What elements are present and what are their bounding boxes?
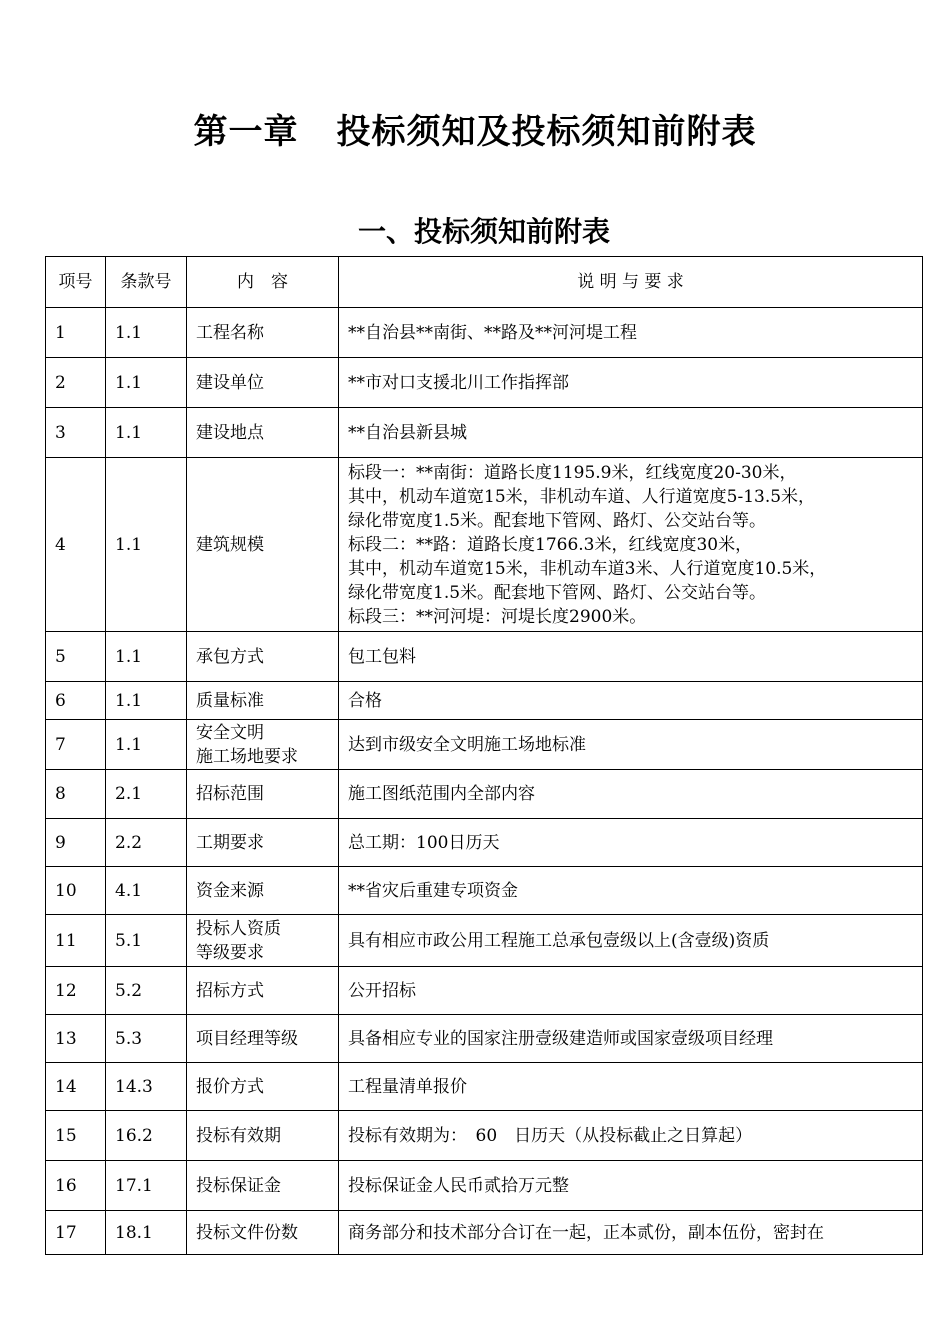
header-content: 内 容 xyxy=(187,257,339,308)
cell-content: 具备相应专业的国家注册壹级建造师或国家壹级项目经理 xyxy=(339,1015,923,1063)
table-row xyxy=(46,770,923,819)
cell-item: 项目经理等级 xyxy=(187,1015,339,1063)
table-row xyxy=(46,819,923,867)
cell-item-no: 17 xyxy=(46,1211,106,1255)
cell-clause-no: 5.1 xyxy=(106,915,187,967)
table-row xyxy=(46,720,923,770)
cell-item: 建筑规模 xyxy=(187,458,339,632)
cell-clause-no: 1.1 xyxy=(106,682,187,720)
header-description: 说 明 与 要 求 xyxy=(339,257,923,308)
cell-item: 投标保证金 xyxy=(187,1161,339,1211)
cell-clause-no: 1.1 xyxy=(106,720,187,770)
cell-content: 施工图纸范围内全部内容 xyxy=(339,770,923,819)
cell-content: 投标保证金人民币贰拾万元整 xyxy=(339,1161,923,1211)
table-row xyxy=(46,1015,923,1063)
cell-clause-no: 4.1 xyxy=(106,867,187,915)
cell-item: 承包方式 xyxy=(187,632,339,682)
cell-content: **自治县新县城 xyxy=(339,408,923,458)
cell-clause-no: 1.1 xyxy=(106,632,187,682)
cell-content: 商务部分和技术部分合订在一起，正本贰份，副本伍份，密封在 xyxy=(339,1211,923,1255)
cell-clause-no: 1.1 xyxy=(106,408,187,458)
table-row xyxy=(46,408,923,458)
table-row xyxy=(46,682,923,720)
cell-content: 标段一：**南街：道路长度1195.9米，红线宽度20-30米， 其中，机动车道宽15米，非机动车道、人行道宽度5-13.5米， 绿化带宽度1.5米。配套地下管网、路灯、公交站台等。 标段二：**路：道路长度1766.3米，红线宽度30米， 其中，机动车道宽15米，非机动车道3米、人行道宽度10.5米， 绿化带宽度1.5米。配套地下管网、路灯、公交站台等。 标段三：**河河堤：河堤长度2900米。 xyxy=(339,458,923,632)
cell-item: 报价方式 xyxy=(187,1063,339,1111)
cell-item: 投标人资质 等级要求 xyxy=(187,915,339,967)
cell-content: 达到市级安全文明施工场地标准 xyxy=(339,720,923,770)
cell-item-no: 4 xyxy=(46,458,106,632)
table-row xyxy=(46,1111,923,1161)
header-clause-no: 条款号 xyxy=(106,257,187,308)
section-title: 一、投标须知前附表 xyxy=(357,215,610,248)
table-row xyxy=(46,308,923,358)
cell-item-no: 6 xyxy=(46,682,106,720)
cell-item-no: 3 xyxy=(46,408,106,458)
cell-item-no: 13 xyxy=(46,1015,106,1063)
cell-item-no: 15 xyxy=(46,1111,106,1161)
cell-item: 建设单位 xyxy=(187,358,339,408)
cell-clause-no: 14.3 xyxy=(106,1063,187,1111)
cell-item: 投标文件份数 xyxy=(187,1211,339,1255)
cell-item: 招标方式 xyxy=(187,967,339,1015)
chapter-name: 投标须知及投标须知前附表 xyxy=(336,112,757,152)
cell-item-no: 12 xyxy=(46,967,106,1015)
table-row xyxy=(46,358,923,408)
cell-clause-no: 18.1 xyxy=(106,1211,187,1255)
cell-item-no: 9 xyxy=(46,819,106,867)
table-row xyxy=(46,1211,923,1255)
cell-content: 合格 xyxy=(339,682,923,720)
bidding-instructions-table xyxy=(45,256,923,1255)
cell-clause-no: 1.1 xyxy=(106,358,187,408)
cell-clause-no: 5.2 xyxy=(106,967,187,1015)
cell-item: 工程名称 xyxy=(187,308,339,358)
cell-clause-no: 2.2 xyxy=(106,819,187,867)
cell-content: **省灾后重建专项资金 xyxy=(339,867,923,915)
cell-content: **市对口支援北川工作指挥部 xyxy=(339,358,923,408)
cell-content: **自治县**南街、**路及**河河堤工程 xyxy=(339,308,923,358)
cell-item: 资金来源 xyxy=(187,867,339,915)
cell-content: 工程量清单报价 xyxy=(339,1063,923,1111)
cell-item-no: 14 xyxy=(46,1063,106,1111)
cell-content: 公开招标 xyxy=(339,967,923,1015)
cell-item-no: 10 xyxy=(46,867,106,915)
cell-clause-no: 5.3 xyxy=(106,1015,187,1063)
cell-item-no: 8 xyxy=(46,770,106,819)
table-row xyxy=(46,1161,923,1211)
chapter-number: 第一章 xyxy=(193,112,299,152)
table-header-row xyxy=(46,257,923,308)
cell-content: 投标有效期为： 60 日历天（从投标截止之日算起） xyxy=(339,1111,923,1161)
cell-item-no: 2 xyxy=(46,358,106,408)
cell-item: 工期要求 xyxy=(187,819,339,867)
cell-item: 安全文明 施工场地要求 xyxy=(187,720,339,770)
cell-item-no: 5 xyxy=(46,632,106,682)
cell-item: 建设地点 xyxy=(187,408,339,458)
cell-item-no: 7 xyxy=(46,720,106,770)
chapter-title xyxy=(0,104,950,153)
cell-clause-no: 1.1 xyxy=(106,308,187,358)
table-row xyxy=(46,1063,923,1111)
cell-item: 投标有效期 xyxy=(187,1111,339,1161)
cell-clause-no: 16.2 xyxy=(106,1111,187,1161)
cell-clause-no: 1.1 xyxy=(106,458,187,632)
header-item-no: 项号 xyxy=(46,257,106,308)
cell-content: 总工期：100日历天 xyxy=(339,819,923,867)
cell-content: 包工包料 xyxy=(339,632,923,682)
table-row xyxy=(46,867,923,915)
cell-clause-no: 17.1 xyxy=(106,1161,187,1211)
cell-item: 质量标准 xyxy=(187,682,339,720)
table-row xyxy=(46,632,923,682)
cell-item: 招标范围 xyxy=(187,770,339,819)
table-row xyxy=(46,915,923,967)
table-row xyxy=(46,458,923,632)
cell-item-no: 1 xyxy=(46,308,106,358)
cell-content: 具有相应市政公用工程施工总承包壹级以上(含壹级)资质 xyxy=(339,915,923,967)
cell-item-no: 16 xyxy=(46,1161,106,1211)
cell-clause-no: 2.1 xyxy=(106,770,187,819)
cell-item-no: 11 xyxy=(46,915,106,967)
table-row xyxy=(46,967,923,1015)
